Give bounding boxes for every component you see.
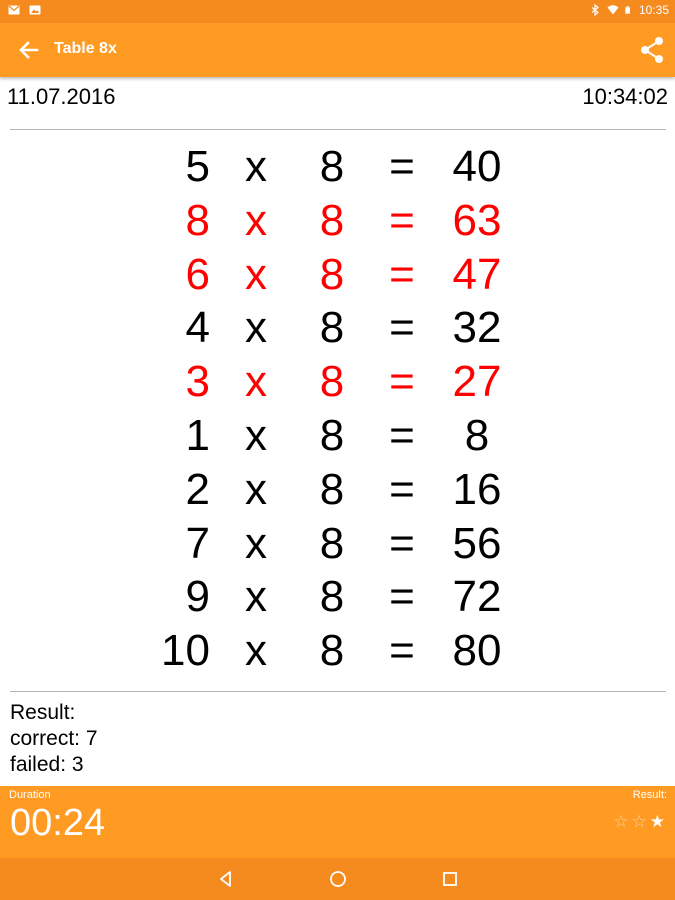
status-bar [0, 0, 675, 23]
result-footer [0, 786, 675, 858]
factor-a: 7 [185, 518, 210, 568]
nav-recents-icon[interactable] [440, 869, 460, 889]
equals-sign: = [389, 464, 415, 514]
factor-a: 3 [185, 357, 210, 407]
status-time: 10:35 [638, 3, 669, 17]
equation-row [0, 194, 675, 248]
factor-b: 8 [319, 142, 345, 191]
answer: 40 [452, 142, 502, 191]
factor-a: 4 [185, 303, 210, 353]
operator: x [245, 303, 267, 353]
factor-a: 5 [185, 142, 210, 191]
equals-sign: = [389, 572, 415, 622]
correct-count: correct: 7 [10, 727, 98, 750]
nav-home-icon[interactable] [328, 869, 348, 889]
operator: x [245, 249, 267, 299]
result-heading: Result: [10, 701, 76, 724]
bluetooth-icon [589, 4, 601, 16]
operator: x [245, 357, 267, 407]
operator: x [245, 518, 267, 568]
factor-a: 6 [185, 249, 210, 299]
factor-b: 8 [319, 303, 345, 353]
equation-row [0, 517, 675, 571]
star-empty-icon: ☆ [631, 812, 647, 831]
app-bar [0, 23, 675, 77]
duration-value: 00:24 [10, 802, 106, 844]
equation-row [0, 355, 675, 409]
factor-b: 8 [319, 195, 345, 245]
result-label: Result: [632, 789, 667, 801]
equation-row [0, 301, 675, 355]
battery-icon [625, 4, 633, 16]
answer: 16 [452, 464, 502, 514]
mail-notification-icon [8, 4, 20, 16]
equation-list [0, 140, 675, 678]
nav-back-icon[interactable] [216, 869, 236, 889]
equals-sign: = [389, 626, 415, 676]
equation-row [0, 140, 675, 194]
equation-row [0, 409, 675, 463]
page-title: Table 8x [54, 40, 117, 57]
answer: 80 [452, 626, 502, 676]
equation-row [0, 624, 675, 678]
factor-b: 8 [319, 410, 345, 460]
answer: 72 [452, 572, 502, 622]
wifi-icon [607, 4, 619, 16]
answer: 47 [452, 249, 502, 299]
back-arrow-icon[interactable] [16, 38, 42, 62]
answer: 56 [452, 518, 502, 568]
image-notification-icon [29, 4, 41, 16]
answer: 32 [452, 303, 502, 353]
equals-sign: = [389, 142, 415, 191]
equals-sign: = [389, 518, 415, 568]
equals-sign: = [389, 195, 415, 245]
factor-b: 8 [319, 249, 345, 299]
factor-a: 1 [185, 410, 210, 460]
factor-a: 8 [185, 195, 210, 245]
rating-stars [613, 812, 665, 832]
share-icon[interactable] [639, 36, 665, 64]
duration-label: Duration [9, 789, 51, 801]
test-date: 11.07.2016 [7, 84, 116, 109]
equation-row [0, 570, 675, 624]
star-empty-icon: ☆ [613, 812, 629, 831]
equation-row [0, 248, 675, 302]
equation-row [0, 463, 675, 517]
operator: x [245, 572, 267, 622]
factor-a: 10 [161, 626, 210, 676]
answer: 27 [452, 357, 502, 407]
bottom-divider [10, 691, 666, 692]
factor-b: 8 [319, 518, 345, 568]
factor-a: 2 [185, 464, 210, 514]
factor-a: 9 [185, 572, 210, 622]
test-time: 10:34:02 [582, 84, 668, 109]
factor-b: 8 [319, 626, 345, 676]
answer: 63 [452, 195, 502, 245]
result-summary [10, 700, 98, 778]
operator: x [245, 195, 267, 245]
equals-sign: = [389, 410, 415, 460]
factor-b: 8 [319, 572, 345, 622]
operator: x [245, 464, 267, 514]
operator: x [245, 626, 267, 676]
star-filled-icon: ★ [649, 812, 665, 831]
answer: 8 [464, 410, 490, 460]
factor-b: 8 [319, 464, 345, 514]
top-divider [10, 129, 666, 130]
equals-sign: = [389, 303, 415, 353]
operator: x [245, 142, 267, 191]
equals-sign: = [389, 357, 415, 407]
failed-count: failed: 3 [10, 753, 84, 776]
operator: x [245, 410, 267, 460]
navigation-bar [0, 858, 675, 900]
equals-sign: = [389, 249, 415, 299]
factor-b: 8 [319, 357, 345, 407]
